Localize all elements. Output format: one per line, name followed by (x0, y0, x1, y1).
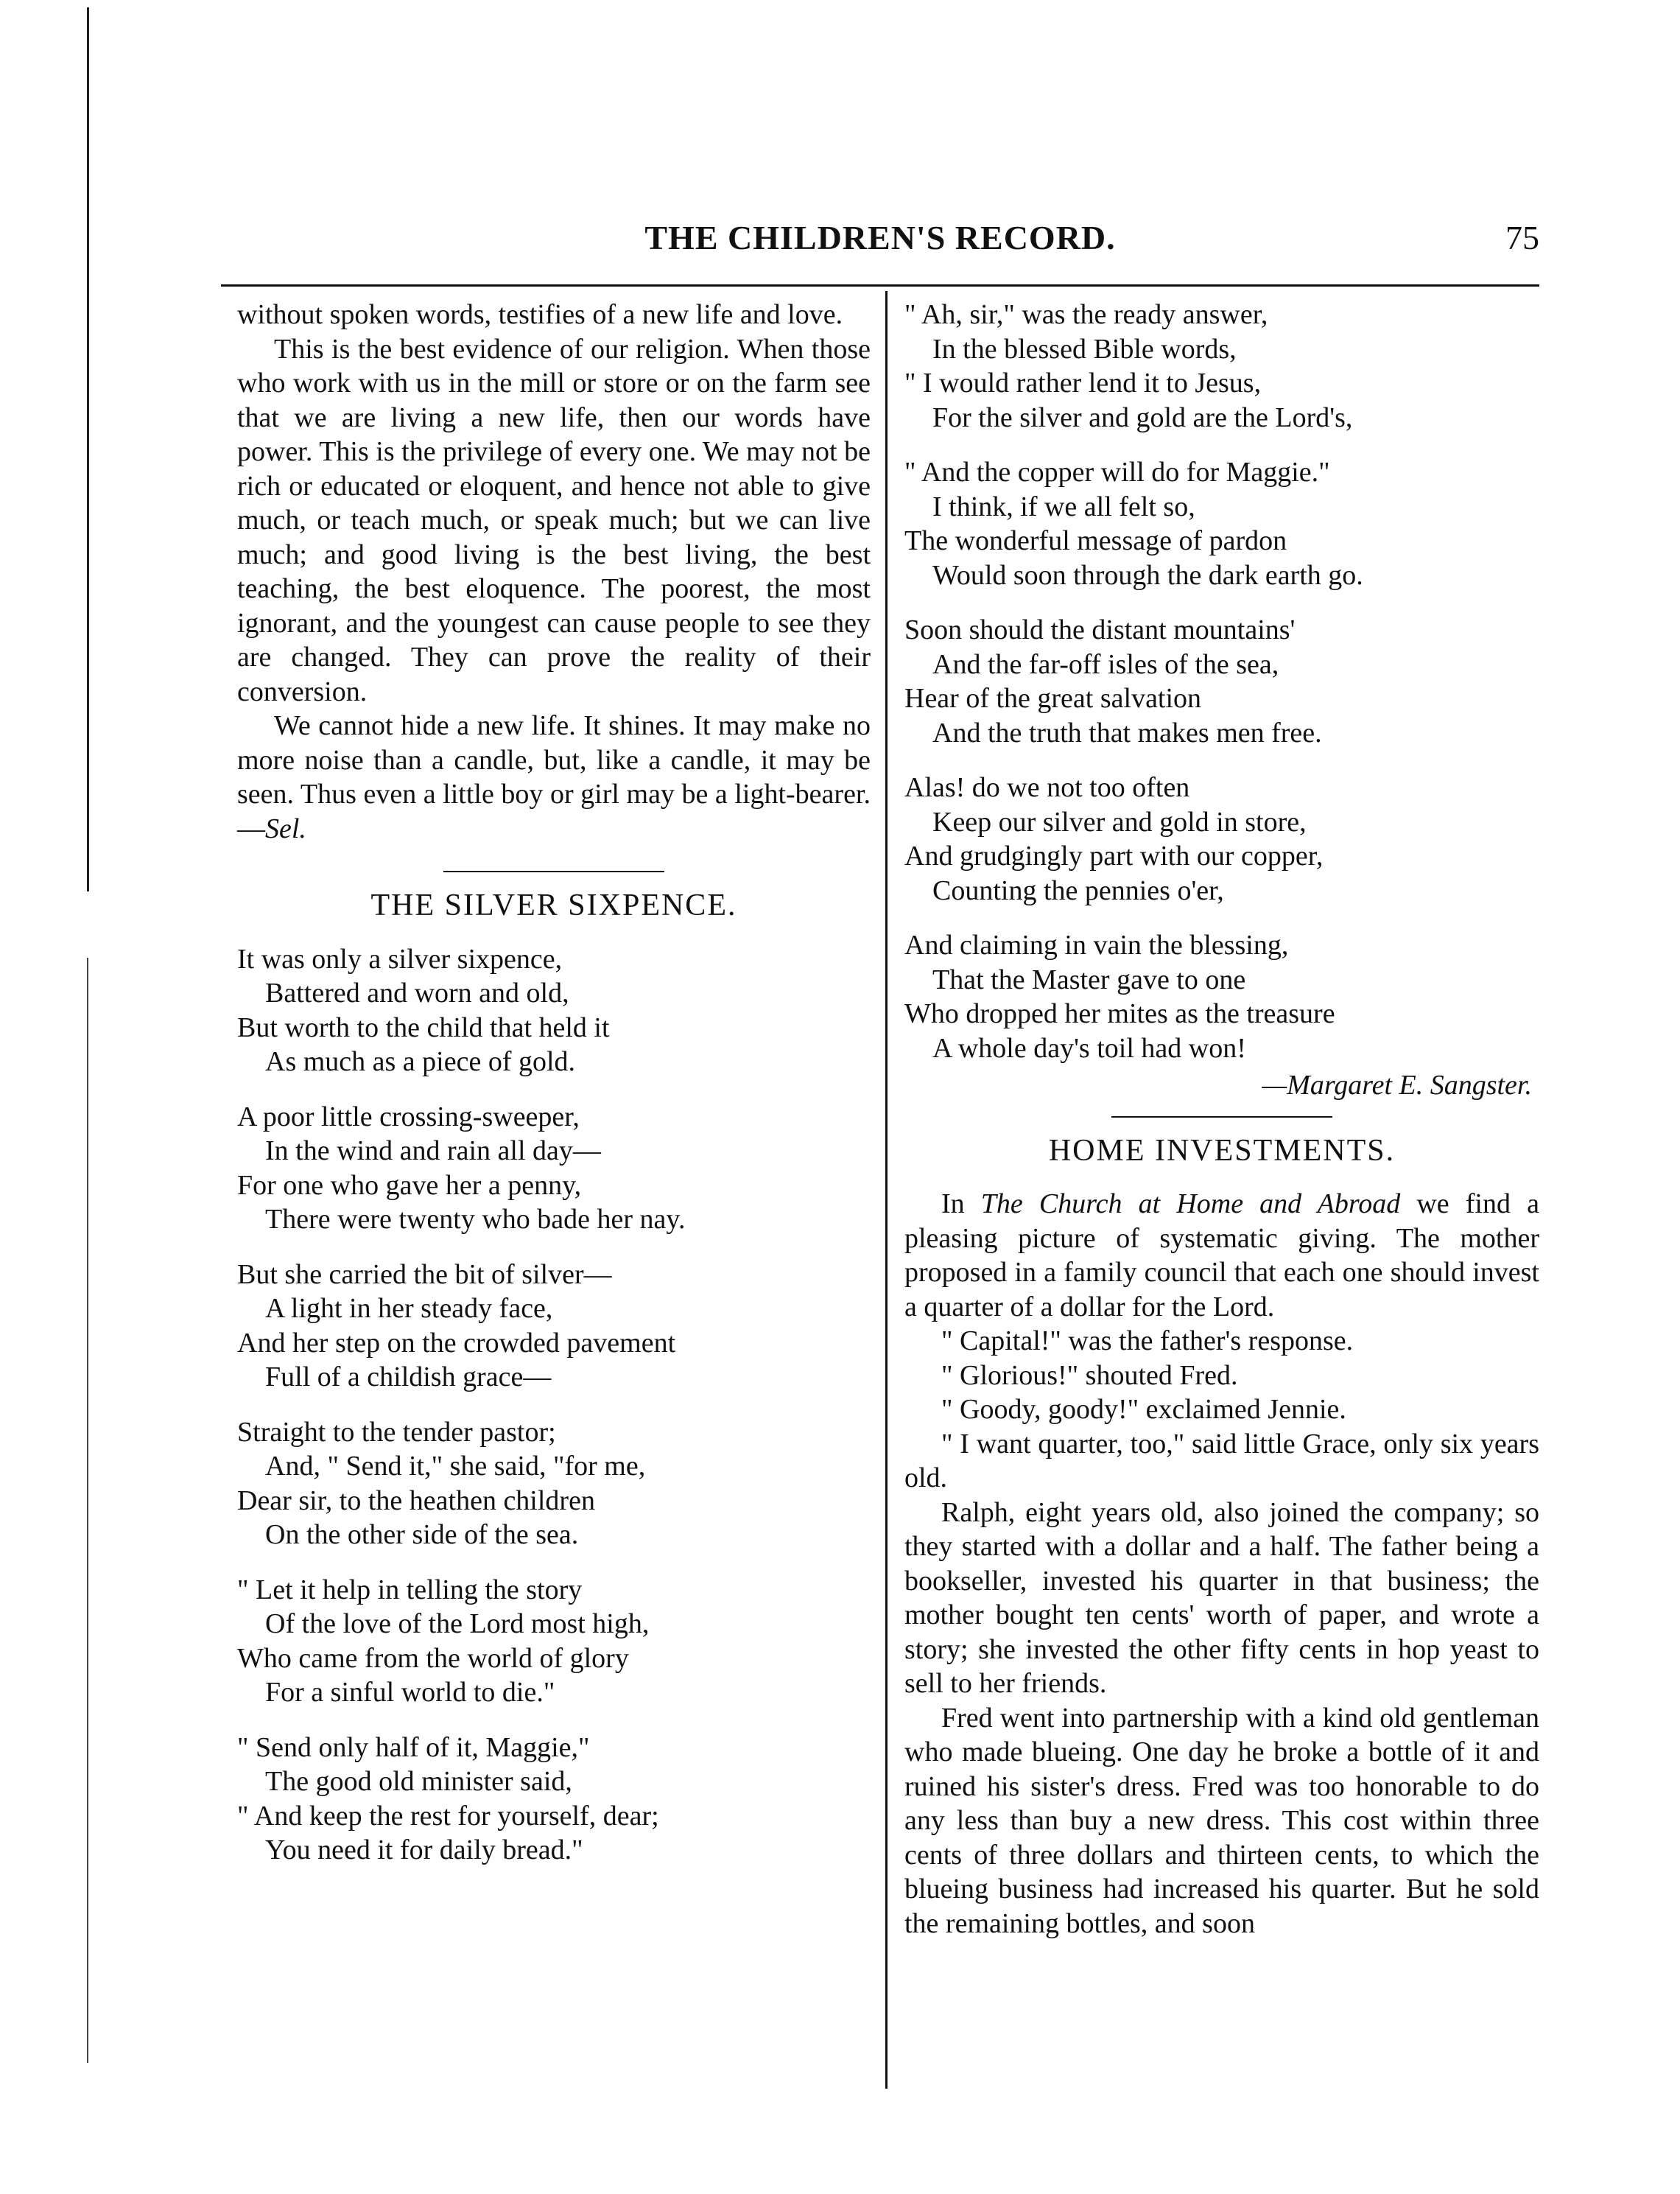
poem-line: For the silver and gold are the Lord's, (932, 402, 1353, 433)
poem-line: As much as a piece of gold. (265, 1046, 576, 1077)
poem-line: Alas! do we not too often (904, 772, 1190, 803)
poem-line: " Send only half of it, Maggie," (237, 1731, 590, 1763)
article-source-title: The Church at Home and Abroad (980, 1188, 1401, 1219)
article-intro-text: we find a pleasing picture of systematic giving. The mother proposed in a family council that each one should invest a quarter of a dollar for the Lord. (904, 1188, 1539, 1322)
intro-paragraph: This is the best evidence of our religion. When those who work with us in the mill or store or on the farm see that we are living a new life, then our words have power. This is the privilege of every one. We may not be rich or educated or eloquent, and hence not able to give much, or teach much, or speak much; but we can live much; and good living is the best living, the best teaching, the best eloquence. The poorest, the most ignorant, and the youngest can cause people to see they are changed. They can prove the reality of their conversion. (237, 333, 871, 707)
poem-stanza (237, 1415, 871, 1552)
column-divider (885, 291, 888, 2089)
poem-line: For one who gave her a penny, (237, 1169, 582, 1201)
poem-line: Counting the pennies o'er, (932, 875, 1224, 906)
poem-line: In the wind and rain all day— (265, 1135, 601, 1166)
poem-line: It was only a silver sixpence, (237, 943, 563, 975)
poem-line: And the truth that makes men free. (932, 717, 1322, 749)
poem-stanza (237, 1258, 871, 1395)
poem-line: Full of a childish grace— (265, 1361, 552, 1392)
poem-line: Dear sir, to the heathen children (237, 1485, 595, 1516)
poem-line: " And the copper will do for Maggie." (904, 457, 1330, 488)
article-title: HOME INVESTMENTS. (1048, 1133, 1396, 1168)
poem-line: In the blessed Bible words, (932, 333, 1237, 365)
article-paragraph: Fred went into partnership with a kind old gentleman who made blueing. One day he broke a bottle of it and ruined his sister's dress. Fred was too honorable to do any less than buy a new dress. This cost within three cents of three dollars and thirteen cents, to which the blueing business had increased his quarter. But he sold the remaining bottles, and soon (904, 1702, 1539, 1939)
poem-line: Soon should the distant mountains' (904, 614, 1296, 645)
poem-line: And the far-off isles of the sea, (932, 648, 1279, 680)
poem-line: And, " Send it," she said, "for me, (265, 1451, 646, 1482)
poem-line: I think, if we all felt so, (932, 491, 1195, 522)
article-paragraph: " Capital!" was the father's response. (941, 1325, 1354, 1356)
poem-line: " I would rather lend it to Jesus, (904, 368, 1262, 399)
article-paragraph: Ralph, eight years old, also joined the company; so they started with a dollar and a half. The father being a bookseller, invested his quarter in that business; the mother bought ten cents' worth of paper, and wrote a story; she invested the other fifty cents in hop yeast to sell to her friends. (904, 1496, 1539, 1699)
poem-line: " Ah, sir," was the ready answer, (904, 299, 1268, 330)
poem-title: THE SILVER SIXPENCE. (370, 889, 737, 922)
article-paragraph: " Goody, goody!" exclaimed Jennie. (941, 1394, 1346, 1425)
poem-line: Would soon through the dark earth go. (932, 559, 1363, 591)
poem-stanza (237, 1100, 871, 1237)
poem-line: Of the love of the Lord most high, (265, 1608, 650, 1639)
intro-paragraph: without spoken words, testifies of a new life and love. (237, 299, 843, 330)
poem-line: A light in her steady face, (265, 1293, 553, 1324)
article-paragraph: " I want quarter, too," said little Grace, only six years old. (904, 1428, 1539, 1493)
poem-line: A poor little crossing-sweeper, (237, 1101, 580, 1132)
poem-line: And her step on the crowded pavement (237, 1327, 676, 1359)
poem-stanza (237, 1573, 871, 1710)
section-divider (1111, 1116, 1332, 1118)
article-paragraph: " Glorious!" shouted Fred. (941, 1359, 1238, 1391)
poem-stanza (237, 942, 871, 1079)
poem-line: For a sinful world to die." (265, 1677, 555, 1708)
header-rule (221, 284, 1539, 287)
poem-stanza (904, 771, 1539, 908)
article-intro (904, 1187, 1539, 1324)
section-divider (443, 871, 664, 872)
poem-line: A whole day's toil had won! (932, 1032, 1246, 1064)
poem-line: And grudgingly part with our copper, (904, 841, 1324, 872)
poem-stanza (904, 928, 1539, 1065)
poem-stanza (904, 298, 1539, 435)
poem-line: But she carried the bit of silver— (237, 1258, 612, 1290)
poem-line: Who came from the world of glory (237, 1642, 629, 1674)
poem-line: And claiming in vain the blessing, (904, 930, 1289, 961)
intro-paragraph-text: We cannot hide a new life. It shines. It may make no more noise than a candle, but, like a candle, it may be seen. Thus even a little boy or girl may be a light-bearer.— (237, 710, 871, 844)
page-margin-rule-lower (87, 958, 88, 2063)
poem-line: Hear of the great salvation (904, 683, 1202, 714)
poem-line: Who dropped her mites as the treasure (904, 998, 1335, 1029)
poem-stanza (904, 613, 1539, 750)
poem-line: Keep our silver and gold in store, (932, 806, 1307, 838)
poem-line: " And keep the rest for yourself, dear; (237, 1800, 659, 1832)
article-intro-prefix: In (941, 1188, 981, 1219)
poem-author: —Margaret E. Sangster. (1262, 1070, 1532, 1101)
journal-title: THE CHILDREN'S RECORD. (644, 219, 1116, 256)
poem-line: There were twenty who bade her nay. (265, 1204, 686, 1235)
page-number: 75 (1505, 219, 1539, 256)
poem-line: The wonderful message of pardon (904, 525, 1287, 556)
poem-stanza (904, 455, 1539, 592)
poem-line: That the Master gave to one (932, 964, 1246, 995)
running-header (221, 218, 1539, 270)
right-column (904, 298, 1539, 1941)
poem-line: The good old minister said, (265, 1766, 572, 1797)
intro-paragraph-final (237, 709, 871, 846)
source-credit: Sel. (265, 813, 306, 844)
poem-line: Battered and worn and old, (265, 978, 569, 1009)
poem-line: Straight to the tender pastor; (237, 1416, 556, 1448)
poem-line: On the other side of the sea. (265, 1519, 579, 1550)
left-column (237, 298, 871, 1888)
poem-stanza (237, 1731, 871, 1868)
poem-line: You need it for daily bread." (265, 1834, 583, 1865)
page-margin-rule (87, 7, 89, 891)
poem-line: But worth to the child that held it (237, 1012, 610, 1043)
poem-line: " Let it help in telling the story (237, 1574, 583, 1605)
